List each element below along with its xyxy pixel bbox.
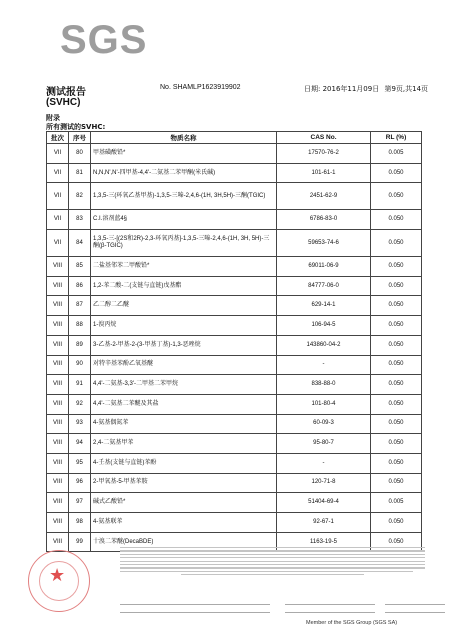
cell-substance: 3-乙基-2-甲基-2-(3-甲基丁基)-1,3-恶唑烷 [91, 335, 277, 355]
cell-number: 95 [69, 453, 91, 473]
cell-number: 88 [69, 316, 91, 336]
cell-batch: VIII [47, 276, 69, 296]
cell-cas: 6786-83-0 [277, 210, 371, 230]
cell-cas: 60-09-3 [277, 414, 371, 434]
cell-batch: VIII [47, 414, 69, 434]
header-substance: 物质名称 [91, 132, 277, 144]
table-row [47, 276, 422, 296]
cell-cas: 59653-74-6 [277, 230, 371, 257]
cell-rl: 0.050 [371, 394, 422, 414]
table-caption: 所有测试的SVHC: [46, 123, 106, 131]
cell-cas: - [277, 355, 371, 375]
table-row [47, 355, 422, 375]
cell-rl: 0.050 [371, 335, 422, 355]
cell-cas: 84777-06-0 [277, 276, 371, 296]
cell-batch: VIII [47, 493, 69, 513]
table-row [47, 473, 422, 493]
cell-number: 81 [69, 163, 91, 183]
cell-rl: 0.005 [371, 144, 422, 164]
cell-batch: VIII [47, 375, 69, 395]
cell-number: 92 [69, 394, 91, 414]
cell-rl: 0.050 [371, 414, 422, 434]
cell-rl: 0.050 [371, 316, 422, 336]
cell-cas: 69011-06-9 [277, 257, 371, 277]
cell-cas: 143860-04-2 [277, 335, 371, 355]
cell-batch: VIII [47, 296, 69, 316]
table-row [47, 513, 422, 533]
table-row [47, 144, 422, 164]
table-row [47, 316, 422, 336]
cell-rl: 0.050 [371, 473, 422, 493]
cell-batch: VIII [47, 394, 69, 414]
cell-rl: 0.050 [371, 434, 422, 454]
cell-substance: 碱式乙酸铅* [91, 493, 277, 513]
cell-batch: VIII [47, 316, 69, 336]
cell-cas: - [277, 453, 371, 473]
cell-batch: VII [47, 163, 69, 183]
cell-substance: 甲基磺酸铅* [91, 144, 277, 164]
cell-substance: N,N,N',N'-四甲基-4,4'-二氨基二苯甲酮(米氏碱) [91, 163, 277, 183]
table-row [47, 230, 422, 257]
seal-star-icon: ★ [49, 565, 66, 586]
cell-cas: 51404-69-4 [277, 493, 371, 513]
header-rl: RL (%) [371, 132, 422, 144]
cell-batch: VIII [47, 257, 69, 277]
cell-number: 86 [69, 276, 91, 296]
cell-number: 96 [69, 473, 91, 493]
cell-number: 90 [69, 355, 91, 375]
cell-batch: VIII [47, 513, 69, 533]
cell-rl: 0.050 [371, 532, 422, 552]
cell-cas: 838-88-0 [277, 375, 371, 395]
sgs-logo: SGS [60, 18, 148, 62]
cell-rl: 0.050 [371, 183, 422, 210]
cell-batch: VII [47, 183, 69, 210]
cell-number: 89 [69, 335, 91, 355]
table-row [47, 183, 422, 210]
cell-number: 93 [69, 414, 91, 434]
cell-batch: VIII [47, 473, 69, 493]
page-number: 第9页,共14页 [384, 85, 429, 93]
cell-rl: 0.050 [371, 453, 422, 473]
cell-substance: 4-壬基(支链与直链)苯酚 [91, 453, 277, 473]
cell-rl: 0.005 [371, 493, 422, 513]
sgs-group-member: Member of the SGS Group (SGS SA) [306, 620, 398, 626]
cell-substance: 4,4'-二氨基二苯醚及其盐 [91, 394, 277, 414]
cell-batch: VIII [47, 434, 69, 454]
cell-number: 99 [69, 532, 91, 552]
cell-number: 91 [69, 375, 91, 395]
cell-substance: 1,2-苯二酸-二(支链与直链)戊基酯 [91, 276, 277, 296]
terms-fine-print [120, 547, 425, 578]
cell-rl: 0.050 [371, 257, 422, 277]
cell-rl: 0.050 [371, 375, 422, 395]
report-title: 测试报告 [46, 87, 86, 98]
table-row [47, 296, 422, 316]
cell-number: 84 [69, 230, 91, 257]
telephone-line [285, 604, 375, 605]
cell-cas: 95-80-7 [277, 434, 371, 454]
cell-substance: 乙二醇二乙醚 [91, 296, 277, 316]
cell-batch: VII [47, 210, 69, 230]
cell-substance: 1-溴丙烷 [91, 316, 277, 336]
cell-substance: 4-氨基联苯 [91, 513, 277, 533]
cell-cas: 106-94-5 [277, 316, 371, 336]
cell-number: 87 [69, 296, 91, 316]
table-row [47, 163, 422, 183]
cell-substance: 2-甲氧基-5-甲基苯胺 [91, 473, 277, 493]
cell-batch: VII [47, 230, 69, 257]
table-row [47, 414, 422, 434]
seal-stamp-icon [28, 550, 90, 612]
cell-rl: 0.050 [371, 230, 422, 257]
cell-rl: 0.050 [371, 355, 422, 375]
report-date: 日期: 2016年11月09日 [304, 85, 380, 93]
report-number: No. SHAMLP1623919902 [160, 84, 241, 91]
cell-cas: 2451-62-9 [277, 183, 371, 210]
cell-number: 82 [69, 183, 91, 210]
cell-rl: 0.050 [371, 296, 422, 316]
table-row [47, 210, 422, 230]
table-row [47, 257, 422, 277]
svhc-table [46, 131, 422, 552]
cell-batch: VIII [47, 355, 69, 375]
report-subtitle: (SVHC) [46, 97, 81, 108]
header-number: 序号 [69, 132, 91, 144]
cell-substance: 1,3,5-三(环氧乙基甲基)-1,3,5-三嗪-2,4,6-(1H, 3H,5H)-三酮(TGIC) [91, 183, 277, 210]
cell-cas: 101-80-4 [277, 394, 371, 414]
address-line [120, 604, 270, 605]
footer-address [120, 603, 270, 605]
cell-cas: 120-71-8 [277, 473, 371, 493]
cell-number: 85 [69, 257, 91, 277]
cell-number: 94 [69, 434, 91, 454]
cell-substance: 2,4-二氨基甲苯 [91, 434, 277, 454]
table-body [47, 144, 422, 552]
cell-cas: 629-14-1 [277, 296, 371, 316]
table-row [47, 335, 422, 355]
cell-number: 83 [69, 210, 91, 230]
cell-batch: VIII [47, 453, 69, 473]
cell-substance: 1,3,5-三-[(2S和2R)-2,3-环氧丙基]-1,3,5-三嗪-2,4,6-(1H, 3H, 5H)-三酮(β-TGIC) [91, 230, 277, 257]
cell-rl: 0.050 [371, 276, 422, 296]
header-cas: CAS No. [277, 132, 371, 144]
fax-line [285, 612, 375, 613]
cell-substance: C.I.溶剂蓝4§ [91, 210, 277, 230]
table-row [47, 493, 422, 513]
cell-rl: 0.050 [371, 163, 422, 183]
cell-cas: 17570-76-2 [277, 144, 371, 164]
cell-number: 98 [69, 513, 91, 533]
website-line [385, 604, 445, 605]
address-line-cn [120, 612, 270, 613]
table-header-row [47, 132, 422, 144]
cell-substance: 十溴二苯醚(DecaBDE) [91, 532, 277, 552]
email-line [385, 612, 445, 613]
cell-batch: VII [47, 144, 69, 164]
cell-cas: 92-67-1 [277, 513, 371, 533]
table-row [47, 394, 422, 414]
cell-rl: 0.050 [371, 210, 422, 230]
table-row [47, 453, 422, 473]
header-batch: 批次 [47, 132, 69, 144]
cell-rl: 0.050 [371, 513, 422, 533]
cell-number: 97 [69, 493, 91, 513]
cell-batch: VIII [47, 335, 69, 355]
cell-substance: 4,4'-二氨基-3,3'-二甲基二苯甲烷 [91, 375, 277, 395]
cell-substance: 二盐基邻苯二甲酸铅* [91, 257, 277, 277]
cell-cas: 101-61-1 [277, 163, 371, 183]
cell-batch: VIII [47, 532, 69, 552]
cell-number: 80 [69, 144, 91, 164]
table-row [47, 434, 422, 454]
cell-substance: 4-氨基偶氮苯 [91, 414, 277, 434]
table-row [47, 375, 422, 395]
cell-substance: 对特辛基苯酚乙氧基醚 [91, 355, 277, 375]
cell-cas: 1163-19-5 [277, 532, 371, 552]
appendix-label: 附录 [46, 114, 60, 122]
report-date-page [304, 84, 431, 94]
